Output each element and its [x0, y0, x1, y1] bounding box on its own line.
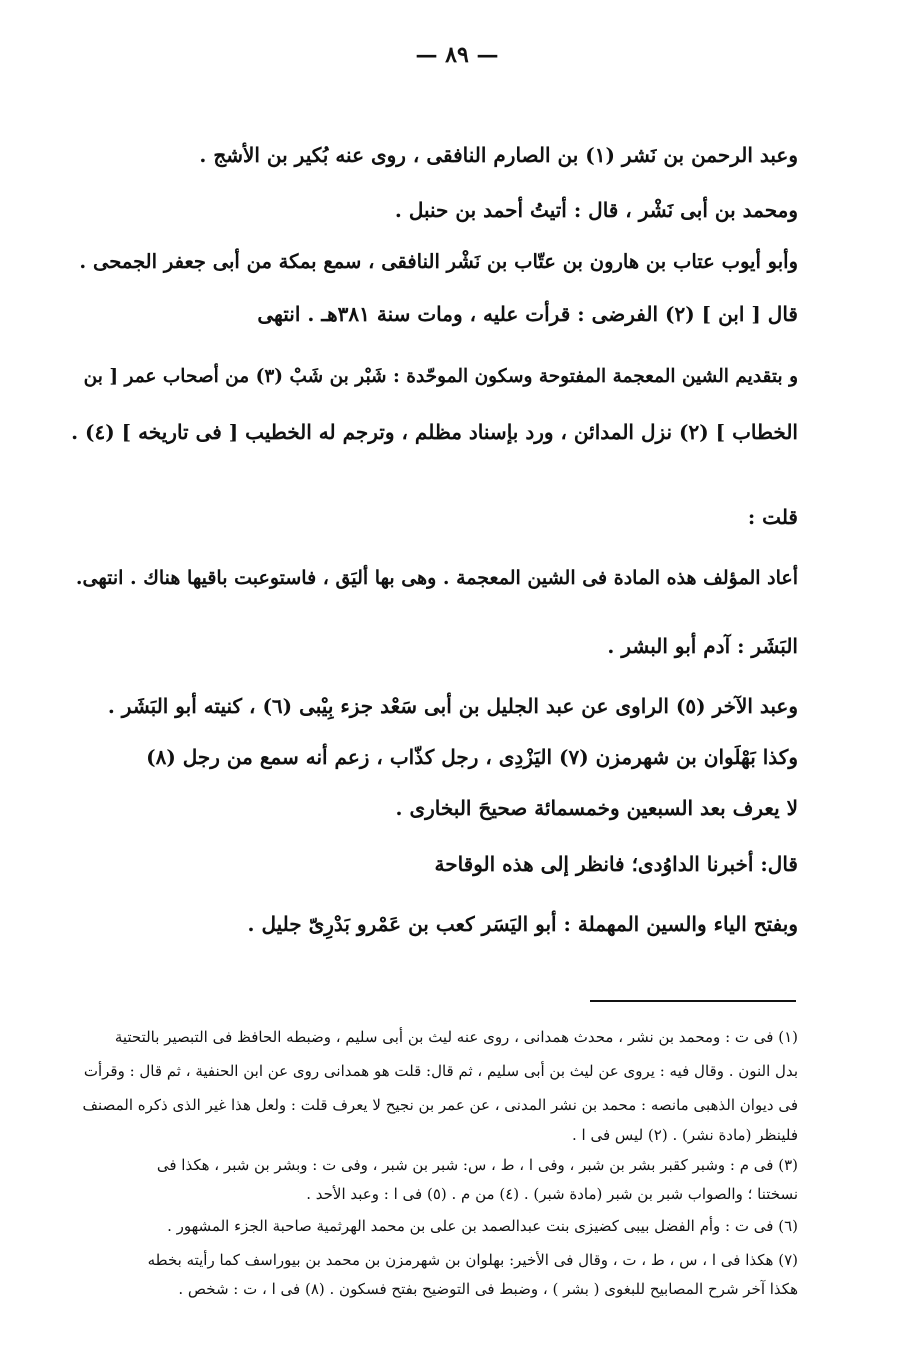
text-line: الخطاب ] (٢) نزل المدائن ، ورد بإسناد مظلم ، وترجم له الخطيب [ فى تاريخه ] (٤) . — [71, 420, 798, 444]
footnote-line: (٦) فى ت : وأم الفضل بيبى كضيزى بنت عبدالصمد بن على بن محمد الهرثمية صاحبة الجزء المشهور . — [167, 1217, 798, 1235]
footnote-line: (٣) فى م : وشبر كقبر بشر بن شبر ، وفى ا ، ط ، س: شبر بن شبر ، وفى ت : وبشر بن شبر ، هكذا فى — [156, 1156, 798, 1174]
text-line: وأبو أيوب عتاب بن هارون بن عتّاب بن نَشْر النافقى ، سمع بمكة من أبى جعفر الجمحى . — [79, 250, 798, 273]
footnote-line: بدل النون . وقال فيه : يروى عن ليث بن أبى سليم ، ثم قال: قلت هو همدانى روى عن ابن الحنفية ، ثم قال : وقرأت — [83, 1062, 798, 1080]
text-line: وعبد الرحمن بن نَشر (١) بن الصارم النافقى ، روى عنه بُكير بن الأشج . — [199, 143, 798, 167]
text-line: قلت : — [747, 505, 798, 529]
text-line: قال [ ابن ] (٢) الفرضى : قرأت عليه ، ومات سنة ٣٨١هـ . انتهى — [257, 302, 798, 326]
footnote-line: فى ديوان الذهبى مانصه : محمد بن نشر المدنى ، عن عمر بن نجيح لا يعرف قلت : ولعل هذا غير الذى ذكره المصنف — [82, 1096, 798, 1114]
text-line: و بتقديم الشين المعجمة المفتوحة وسكون الموحّدة : شَبْر بن شَبْ (٣) من أصحاب عمر [ بن — [83, 366, 798, 387]
text-line: وبفتح الياء والسين المهملة : أبو اليَسَر كعب بن عَمْرو بَدْرِىّ جليل . — [247, 912, 798, 936]
footnote-line: (١) فى ت : ومحمد بن نشر ، محدث همدانى ، روى عنه ليث بن أبى سليم ، وضبطه الحافظ فى التبصير بالتحتية — [114, 1028, 798, 1046]
text-line: وعبد الآخر (٥) الراوى عن عبد الجليل بن أبى سَعْد جزء بِيْبى (٦) ، كنيته أبو البَشَر . — [107, 694, 798, 718]
footnote-line: نسختنا ؛ والصواب شبر بن شبر (مادة شبر) . (٤) من م . (٥) فى ا : وعبد الأحد . — [306, 1185, 798, 1203]
text-line: وكذا بَهْلَوان بن شهرمزن (٧) اليَزْدِى ، رجل كذّاب ، زعم أنه سمع من رجل (٨) — [146, 745, 798, 769]
footnote-line: فلينظر (مادة نشر) . (٢) ليس فى ا . — [572, 1126, 798, 1144]
footnote-separator — [590, 1000, 796, 1002]
footnote-line: هكذا آخر شرح المصابيح للبغوى ( بشر ) ، وضبط فى التوضيح بفتح فسكون . (٨) فى ا ، ت : شخص . — [178, 1280, 798, 1298]
page-number: — ٨٩ — — [415, 42, 499, 68]
text-line: البَشَر : آدم أبو البشر . — [607, 634, 798, 658]
text-line: ومحمد بن أبى نَشْر ، قال : أتيتُ أحمد بن حنبل . — [394, 198, 798, 222]
footnote-line: (٧) هكذا فى ا ، س ، ط ، ت ، وقال فى الأخير: بهلوان بن شهرمزن بن محمد بن بيوراسف كما رأيته بخطه — [147, 1251, 798, 1269]
text-line: لا يعرف بعد السبعين وخمسمائة صحيحَ البخارى . — [395, 796, 798, 820]
text-line: قال: أخبرنا الداوُدى؛ فانظر إلى هذه الوقاحة — [434, 852, 798, 876]
text-line: أعاد المؤلف هذه المادة فى الشين المعجمة . وهى بها أليَق ، فاستوعبت باقيها هناك . انتهى. — [75, 567, 798, 589]
